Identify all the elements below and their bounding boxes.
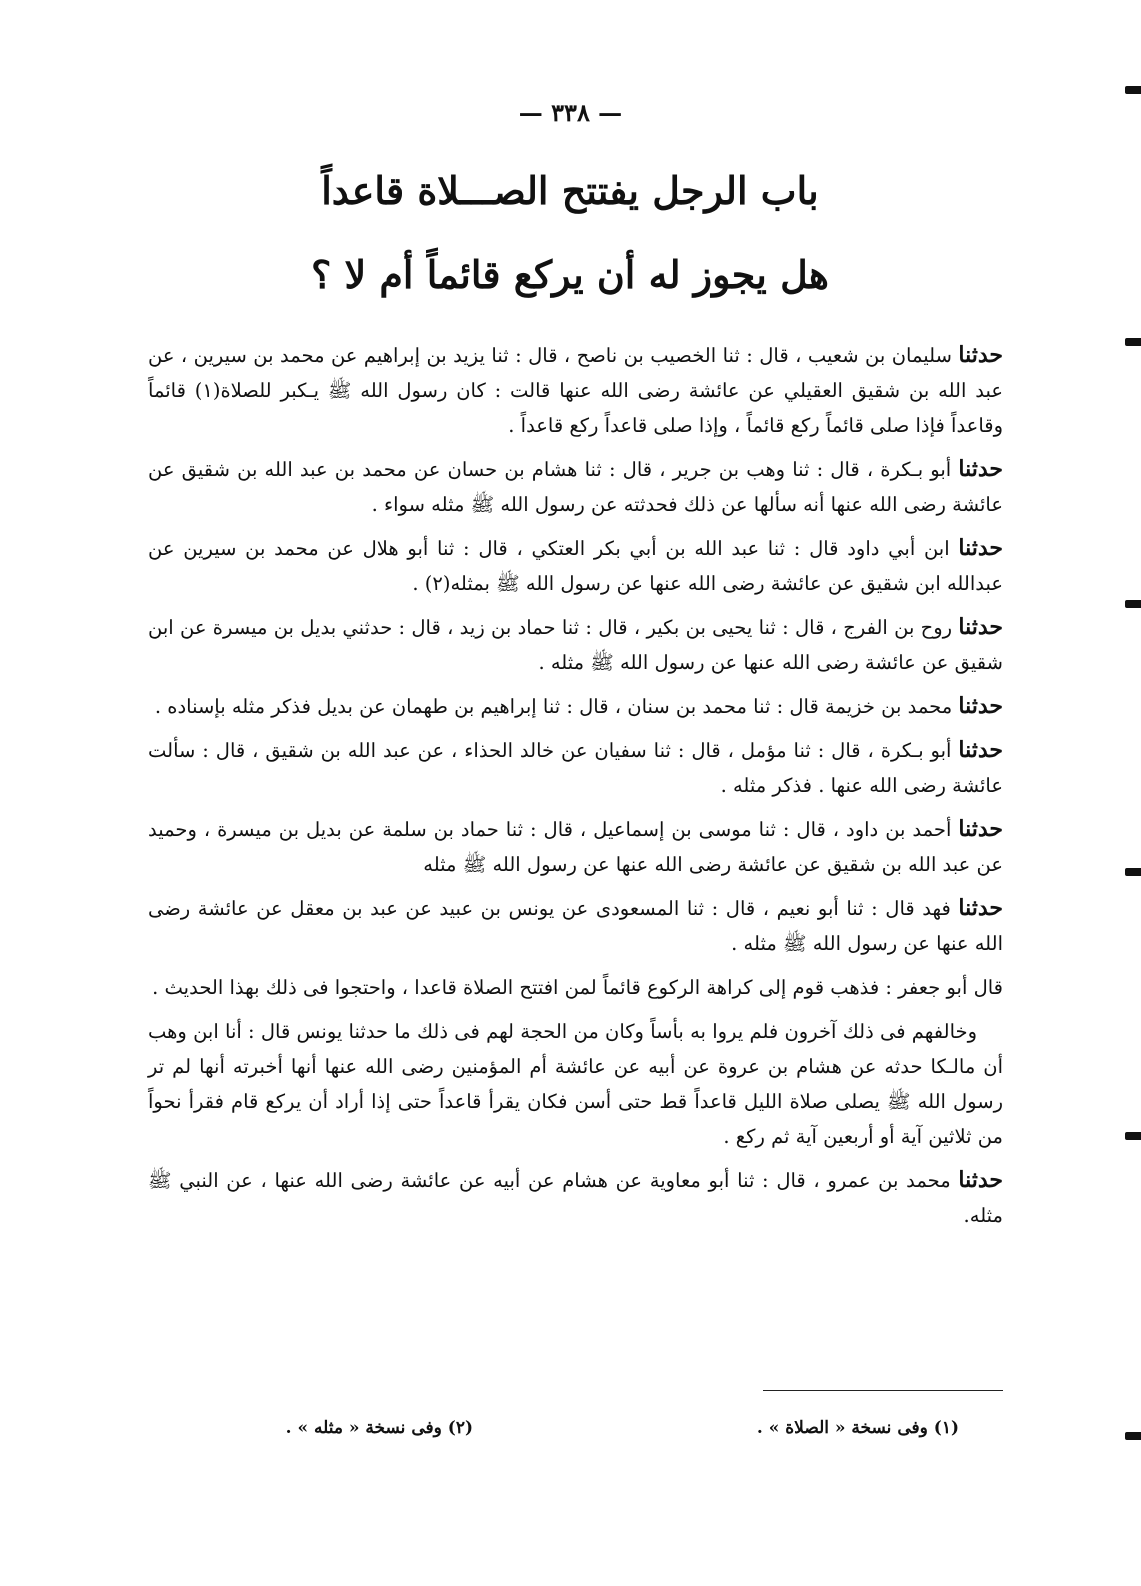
paragraph-lead-word: حدثنا	[958, 614, 1003, 640]
paragraph-lead-word: حدثنا	[958, 816, 1003, 842]
hadith-paragraph	[148, 531, 1003, 601]
paragraph-text: سليمان بن شعيب ، قال : ثنا الخصيب بن ناصح ، قال : ثنا يزيد بن إبراهيم عن محمد بن سيرين ، عن عبد الله بن شقيق العقيلي عن عائشة رضى الله عنها قالت : كان رسول الله ﷺ يـكبر للصلاة(١) قائماً وقاعداً فإذا صلى قائماً ركع قائماً ، وإذا صلى قاعداً ركع قاعداً .	[148, 344, 1003, 437]
chapter-title-line-1: باب الرجل يفتتح الصـــلاة قاعداً	[321, 168, 819, 213]
page-edge-tab	[1125, 600, 1141, 608]
page-edge-tab	[1125, 1432, 1141, 1440]
commentary-paragraph	[148, 1014, 1003, 1154]
paragraph-text: وخالفهم فى ذلك آخرون فلم يروا به بأساً وكان من الحجة لهم فى ذلك ما حدثنا يونس قال : أنا ابن وهب أن مالـكا حدثه عن هشام بن عروة عن أبيه عن عائشة أم المؤمنين رضى الله عنها أنها أخبرته أنها لم تر رسول الله ﷺ يصلى صلاة الليل قاعداً قط حتى أسن فكان يقرأ قاعداً حتى إذا أراد أن يركع قام فقرأ نحواً من ثلاثين آية أو أربعين آية ثم ركع .	[148, 1020, 1003, 1148]
footnote-1: (١) وفى نسخة « الصلاة » .	[756, 1418, 959, 1438]
hadith-paragraph	[148, 452, 1003, 522]
commentary-paragraph	[148, 970, 1003, 1005]
page-edge-tab	[1125, 338, 1141, 346]
paragraph-text: أبو بـكرة ، قال : ثنا وهب بن جرير ، قال : ثنا هشام بن حسان عن محمد بن عبد الله بن شقيق عن عائشة رضى الله عنها أنه سألها عن ذلك فحدثته عن رسول الله ﷺ مثله سواء .	[148, 458, 1003, 516]
paragraph-text: ابن أبي داود قال : ثنا عبد الله بن أبي بكر العتكي ، قال : ثنا أبو هلال عن محمد بن سيرين عن عبدالله ابن شقيق عن عائشة رضى الله عنها عن رسول الله ﷺ بمثله(٢) .	[148, 537, 1003, 595]
page-number: — ٣٣٨ —	[518, 98, 623, 127]
hadith-paragraph	[148, 610, 1003, 680]
page-edge-tab	[1125, 86, 1141, 94]
hadith-paragraph	[148, 689, 1003, 724]
page-edge-tab	[1125, 868, 1141, 876]
paragraph-lead-word: حدثنا	[958, 456, 1003, 482]
paragraph-lead-word: حدثنا	[958, 693, 1003, 719]
hadith-paragraph	[148, 338, 1003, 443]
paragraph-text: أحمد بن داود ، قال : ثنا موسى بن إسماعيل ، قال : ثنا حماد بن سلمة عن بديل بن ميسرة ، وحميد عن عبد الله بن شقيق عن عائشة رضى الله عنها عن رسول الله ﷺ مثله	[148, 818, 1003, 876]
paragraph-lead-word: حدثنا	[958, 737, 1003, 763]
paragraph-lead-word: حدثنا	[958, 535, 1003, 561]
paragraph-text: فهد قال : ثنا أبو نعيم ، قال : ثنا المسعودى عن يونس بن عبيد عن عبد بن معقل عن عائشة رضى الله عنها عن رسول الله ﷺ مثله .	[148, 897, 1003, 955]
paragraph-text: محمد بن خزيمة قال : ثنا محمد بن سنان ، قال : ثنا إبراهيم بن طهمان عن بديل فذكر مثله بإسناده .	[154, 695, 953, 718]
hadith-paragraph	[148, 812, 1003, 882]
paragraph-lead-word: حدثنا	[958, 342, 1003, 368]
main-text	[148, 338, 1003, 1242]
paragraph-lead-word: حدثنا	[958, 895, 1003, 921]
paragraph-text: روح بن الفرج ، قال : ثنا يحيى بن بكير ، قال : ثنا حماد بن زيد ، قال : حدثني بديل بن ميسرة عن ابن شقيق عن عائشة رضى الله عنها عن رسول الله ﷺ مثله .	[148, 616, 1003, 674]
paragraph-lead-word: حدثنا	[958, 1167, 1003, 1193]
page-edge-tab	[1125, 1132, 1141, 1140]
paragraph-text: أبو بـكرة ، قال : ثنا مؤمل ، قال : ثنا سفيان عن خالد الحذاء ، عن عبد الله بن شقيق ، قال : سألت عائشة رضى الله عنها . فذكر مثله .	[148, 739, 1003, 797]
footnote-separator	[763, 1390, 1003, 1391]
footnote-2: (٢) وفى نسخة « مثله » .	[285, 1418, 473, 1438]
hadith-paragraph	[148, 891, 1003, 961]
paragraph-text: محمد بن عمرو ، قال : ثنا أبو معاوية عن هشام عن أبيه عن عائشة رضى الله عنها ، عن النبي ﷺ مثله.	[148, 1169, 1003, 1227]
chapter-title-line-2: هل يجوز له أن يركع قائماً أم لا ؟	[311, 252, 829, 297]
hadith-paragraph	[148, 733, 1003, 803]
paragraph-text: قال أبو جعفر : فذهب قوم إلى كراهة الركوع قائماً لمن افتتح الصلاة قاعدا ، واحتجوا فى ذلك بهذا الحديث .	[152, 976, 1003, 999]
hadith-paragraph	[148, 1163, 1003, 1233]
